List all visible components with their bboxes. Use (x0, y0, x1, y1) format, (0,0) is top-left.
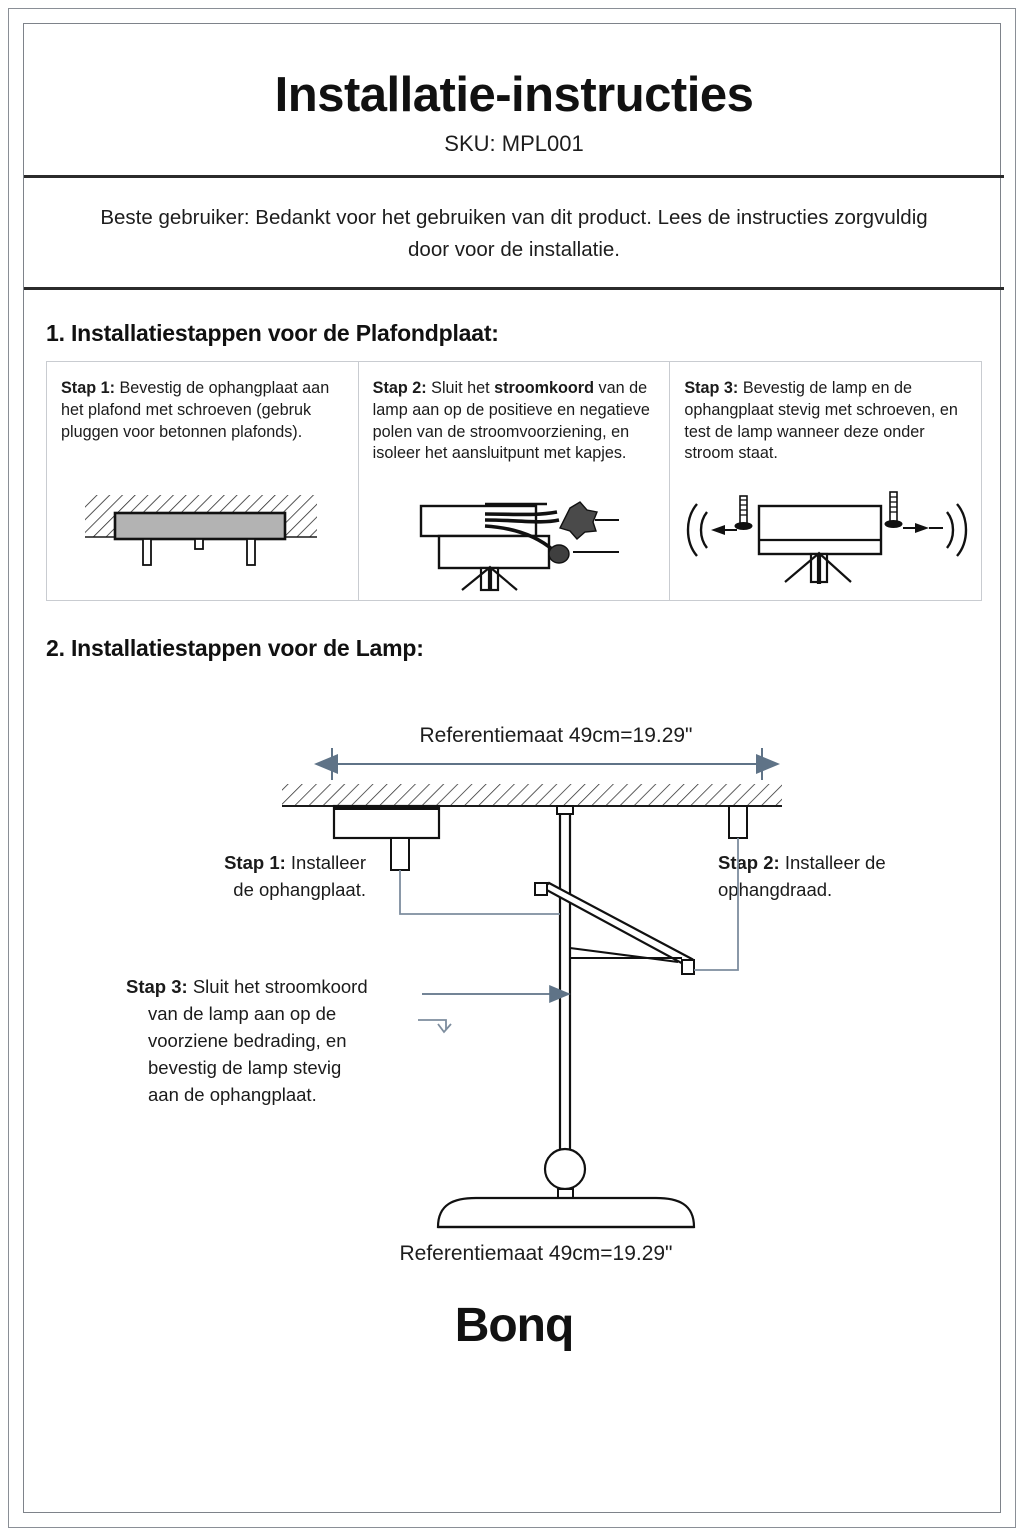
step-1-label: Stap 1: (61, 379, 115, 398)
section-1-heading: 1. Installatiestappen voor de Plafondplaat: (46, 320, 499, 347)
callout-step-3-line3: voorziene bedrading, en (148, 1030, 347, 1052)
joint-collar (558, 1189, 573, 1198)
dimension-label-top: Referentiemaat 49cm=19.29" (419, 724, 693, 748)
callout-step-3-line2: van de lamp aan op de (148, 1003, 337, 1025)
page-outer-frame (8, 8, 1016, 1528)
lamp-installation-diagram (46, 672, 982, 1272)
dimension-arrow-line (332, 748, 762, 780)
step-2-body-before: Sluit het (426, 379, 495, 398)
document-header (24, 24, 1004, 178)
step-box-1 (47, 362, 359, 600)
step-2-label: Stap 2: (372, 379, 427, 398)
lamp-mounting-screws-diagram (670, 482, 981, 594)
document-content (24, 24, 1004, 1516)
brand-logo: Bonq (454, 1299, 574, 1353)
step-2-emphasis: stroomkoord (494, 379, 594, 398)
section-1-steps-row (46, 361, 982, 601)
step-2-body-after: van de lamp aan op de positieve en negatieve polen van de stroomvoorziening, en isoleer het aansluitpunt met kapjes. (372, 379, 650, 463)
step-box-2 (359, 362, 671, 600)
suspension-arm (535, 883, 694, 974)
ceiling-plate-with-screws-diagram (47, 482, 358, 594)
step-2-text (373, 378, 656, 464)
ceiling-slab (282, 784, 782, 806)
callout-step-3-label: Stap 3: (126, 976, 188, 998)
section-2-heading: 2. Installatiestappen voor de Lamp: (46, 635, 424, 662)
step-box-3 (670, 362, 981, 600)
callout-step-3-line5: aan de ophangplaat. (148, 1083, 317, 1105)
lamp-vertical-rod (557, 806, 573, 1154)
dimension-label-bottom: Referentiemaat 49cm=19.29" (399, 1242, 673, 1266)
page-inner-frame (23, 23, 1001, 1513)
callout-step-1-line1: Installeer (285, 852, 366, 874)
callout-step-1-line2: de ophangplaat. (233, 879, 366, 901)
lamp-technical-drawing (46, 672, 1024, 1272)
sphere-joint (545, 1149, 585, 1189)
step-3-text (684, 378, 967, 464)
step-3-label: Stap 3: (684, 379, 739, 398)
wiring-connection-diagram (359, 498, 670, 594)
ceiling-anchor-right (729, 806, 747, 838)
callout-step-2-label: Stap 2: (718, 852, 780, 874)
page-title: Installatie-instructies (274, 68, 754, 122)
mounting-plate (334, 806, 439, 870)
intro-section (24, 178, 1004, 291)
callout-step-2-line2: ophangdraad. (718, 879, 833, 901)
callout-step-1-label: Stap 1: (224, 852, 286, 874)
callout-step-2-line1: Installeer de (779, 852, 886, 874)
leader-line-step-2 (694, 838, 738, 970)
step-1-body: Bevestig de ophangplaat aan het plafond met schroeven (gebruk pluggen voor betonnen plafonds). (61, 379, 330, 441)
intro-text: Beste gebruiker: Bedankt voor het gebruiken van dit product. Lees de instructies zorgvuldig door voor de installatie. (100, 205, 928, 261)
sku-label: SKU: MPL001 (444, 130, 584, 156)
lamp-base (438, 1198, 694, 1227)
callout-step-3-line1: Sluit het stroomkoord (187, 976, 368, 998)
step-1-text (61, 378, 344, 443)
callout-step-3-line4: bevestig de lamp stevig (148, 1056, 342, 1078)
step-3-body: Bevestig de lamp en de ophangplaat stevig met schroeven, en test de lamp wanneer deze onder stroom staat. (684, 379, 958, 463)
